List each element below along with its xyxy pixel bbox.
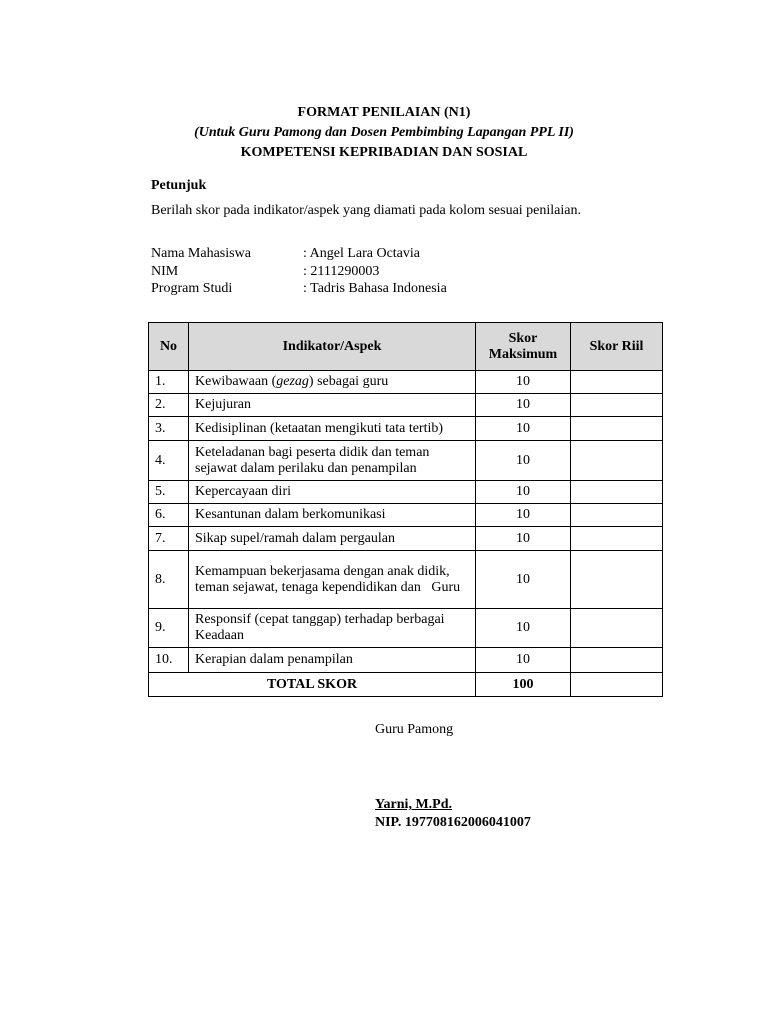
student-info	[151, 245, 447, 298]
form-competency-title: KOMPETENSI KEPRIBADIAN DAN SOSIAL	[240, 145, 528, 160]
student-nim-row	[151, 263, 447, 281]
row-actual-score-cell[interactable]	[571, 417, 663, 441]
row-actual-score-cell[interactable]	[571, 648, 663, 673]
table-row	[149, 394, 663, 417]
row-max-score: 10	[476, 394, 571, 417]
table-row	[149, 551, 663, 609]
header-no: No	[149, 323, 189, 371]
header-max-line1: Skor	[508, 330, 538, 346]
student-name-label: Nama Mahasiswa	[151, 246, 251, 261]
student-nim-value: : 2111290003	[303, 263, 380, 279]
student-name-row	[151, 245, 447, 263]
instructions-heading: Petunjuk	[151, 178, 207, 193]
row-max-score: 10	[476, 504, 571, 527]
row-number: 1.	[149, 371, 189, 394]
row-max-score: 10	[476, 481, 571, 504]
table-row	[149, 481, 663, 504]
header-indicator: Indikator/Aspek	[189, 323, 476, 371]
row-actual-score-cell[interactable]	[571, 371, 663, 394]
row-indicator-pre: Kewibawaan (	[195, 374, 277, 389]
row-indicator-italic: gezag	[276, 374, 309, 389]
student-prodi-value: : Tadris Bahasa Indonesia	[303, 281, 447, 296]
total-actual-score-cell[interactable]	[571, 673, 663, 697]
signature-title: Guru Pamong	[375, 722, 454, 737]
student-nim-label: NIM	[151, 263, 179, 279]
row-indicator: Responsif (cepat tanggap) terhadap berbagai Keadaan	[189, 609, 476, 648]
row-indicator: Keteladanan bagi peserta didik dan teman sejawat dalam perilaku dan penampilan	[189, 441, 476, 481]
student-prodi-row	[151, 280, 447, 298]
row-indicator: Kedisiplinan (ketaatan mengikuti tata tertib)	[189, 417, 476, 441]
row-number: 7.	[149, 527, 189, 551]
row-number: 2.	[149, 394, 189, 417]
row-actual-score-cell[interactable]	[571, 481, 663, 504]
row-indicator: Kerapian dalam penampilan	[189, 648, 476, 673]
row-actual-score-cell[interactable]	[571, 551, 663, 609]
row-number: 3.	[149, 417, 189, 441]
row-max-score: 10	[476, 417, 571, 441]
row-max-score: 10	[476, 648, 571, 673]
signature-name: Yarni, M.Pd.	[375, 797, 452, 812]
row-number: 4.	[149, 441, 189, 481]
table-row	[149, 527, 663, 551]
row-indicator: Kesantunan dalam berkomunikasi	[189, 504, 476, 527]
row-max-score: 10	[476, 527, 571, 551]
row-indicator	[189, 371, 476, 394]
row-number: 10.	[149, 648, 189, 673]
row-actual-score-cell[interactable]	[571, 394, 663, 417]
header-actual-score: Skor Riil	[571, 323, 663, 371]
row-max-score: 10	[476, 441, 571, 481]
table-row	[149, 504, 663, 527]
row-number: 9.	[149, 609, 189, 648]
row-number: 6.	[149, 504, 189, 527]
row-indicator: Kemampuan bekerjasama dengan anak didik, teman sejawat, tenaga kependidikan dan Guru	[189, 551, 476, 609]
row-actual-score-cell[interactable]	[571, 527, 663, 551]
row-indicator: Kejujuran	[189, 394, 476, 417]
row-indicator: Sikap supel/ramah dalam pergaulan	[189, 527, 476, 551]
row-indicator-post: ) sebagai guru	[308, 374, 389, 389]
table-row	[149, 441, 663, 481]
signature-nip: NIP. 197708162006041007	[375, 815, 531, 830]
student-name-value: : Angel Lara Octavia	[303, 246, 421, 261]
table-total-row	[149, 673, 663, 697]
table-row	[149, 648, 663, 673]
row-max-score: 10	[476, 551, 571, 609]
student-prodi-label: Program Studi	[151, 281, 233, 296]
row-indicator: Kepercayaan diri	[189, 481, 476, 504]
row-number: 8.	[149, 551, 189, 609]
form-title-block	[0, 103, 768, 163]
row-actual-score-cell[interactable]	[571, 441, 663, 481]
total-max-score: 100	[476, 673, 571, 697]
form-subtitle: (Untuk Guru Pamong dan Dosen Pembimbing Lapangan PPL II)	[194, 125, 574, 140]
table-row	[149, 371, 663, 394]
header-max-score	[476, 323, 571, 371]
header-max-line2: Maksimum	[488, 346, 558, 362]
instructions-text: Berilah skor pada indikator/aspek yang diamati pada kolom sesuai penilaian.	[151, 203, 581, 218]
form-title: FORMAT PENILAIAN (N1)	[297, 105, 471, 120]
table-header-row	[149, 323, 663, 371]
row-max-score: 10	[476, 609, 571, 648]
assessment-table	[148, 322, 663, 697]
row-actual-score-cell[interactable]	[571, 504, 663, 527]
row-max-score: 10	[476, 371, 571, 394]
table-row	[149, 609, 663, 648]
row-actual-score-cell[interactable]	[571, 609, 663, 648]
row-number: 5.	[149, 481, 189, 504]
total-score-label: TOTAL SKOR	[149, 673, 476, 697]
table-row	[149, 417, 663, 441]
